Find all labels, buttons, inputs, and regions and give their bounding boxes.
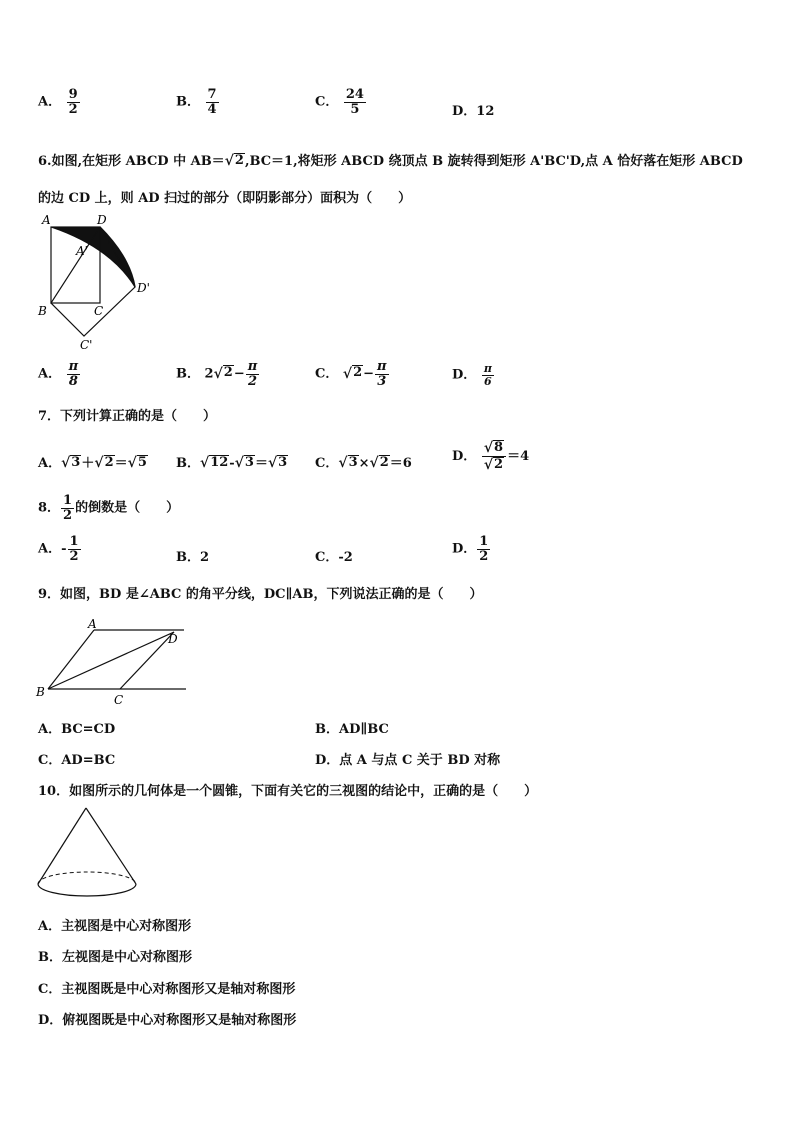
label-C: C <box>114 693 124 707</box>
q7-option-b: B． √ 12 - √ 3 ＝ √ 3 <box>176 454 288 471</box>
q8-option-c: C．-2 <box>315 550 353 565</box>
q9-option-b: B．AD∥BC <box>315 722 389 737</box>
label-A: A <box>42 213 51 227</box>
q9-option-a: A．BC=CD <box>38 722 116 737</box>
q7-stem: 7．下列计算正确的是（ ） <box>38 409 217 424</box>
q5-option-a: A． $\frac{9}{2}$ <box>38 87 78 117</box>
q6-figure-rotated-rectangle <box>34 212 164 354</box>
label-A-prime: A' <box>76 244 88 258</box>
q9-figure-parallel-lines <box>34 612 190 708</box>
q5-c-fraction: $\frac{24}{5}$ <box>345 87 364 117</box>
q9-stem: 9．如图，BD 是∠ABC 的角平分线，DC∥AB，下列说法正确的是（ ） <box>38 587 483 602</box>
q10-cone-base-back <box>38 872 136 884</box>
q9-option-c: C．AD=BC <box>38 753 116 768</box>
q7-option-a: A． √ 3 ＋ √ 2 ＝ √ 5 <box>38 454 147 471</box>
label-C: C <box>94 304 104 318</box>
q5-option-d: D．12 <box>452 104 495 119</box>
q5-option-c: C． $\frac{24}{5}$ <box>315 87 364 117</box>
q6-option-a: A． $\frac{\pi}{8}$ <box>38 359 79 389</box>
label-D-prime: D' <box>137 281 150 295</box>
q6-shaded-region <box>51 227 135 287</box>
q8-option-a: A．- $\frac{1}{2}$ <box>38 534 79 564</box>
q9-line-dc <box>120 632 174 689</box>
label-D: D <box>168 632 178 646</box>
q10-option-b: B．左视图是中心对称图形 <box>38 950 192 965</box>
label-B: B <box>36 685 45 699</box>
q5-a-fraction: $\frac{9}{2}$ <box>68 87 78 117</box>
q10-option-a: A．主视图是中心对称图形 <box>38 919 192 934</box>
q10-option-d: D．俯视图既是中心对称图形又是轴对称图形 <box>38 1013 297 1028</box>
q6-stem-line1: 6.如图,在矩形 ABCD 中 AB＝ √ 2 ,BC＝1,将矩形 ABCD 绕顶点 B 旋转得到矩形 A'BC'D,点 A 恰好落在矩形 ABCD <box>38 152 743 169</box>
q10-option-c: C．主视图既是中心对称图形又是轴对称图形 <box>38 982 296 997</box>
q10-figure-cone <box>34 804 142 906</box>
label-C-prime: C' <box>80 338 93 352</box>
q9-line-ab <box>48 630 94 689</box>
label-D: D <box>97 213 107 227</box>
q10-stem: 10．如图所示的几何体是一个圆锥，下面有关它的三视图的结论中，正确的是（ ） <box>38 784 538 799</box>
label-B: B <box>38 304 47 318</box>
q9-line-bd <box>48 632 174 689</box>
q5-option-b: B． $\frac{7}{4}$ <box>176 87 217 117</box>
q8-stem: 8． $\frac{1}{2}$ 的倒数是（ ） <box>38 493 180 523</box>
label-A: A <box>88 617 97 631</box>
q9-option-d: D．点 A 与点 C 关于 BD 对称 <box>315 753 501 768</box>
q6-option-d: D． $\frac{\pi}{6}$ <box>452 362 492 388</box>
q8-option-b: B．2 <box>176 550 210 565</box>
q7-option-d: D． √ 8 √ 2 ＝4 <box>452 440 530 474</box>
q5-b-fraction: $\frac{7}{4}$ <box>207 87 217 117</box>
q6-option-c: C． √ 2 − $\frac{\pi}{3}$ <box>315 359 387 389</box>
q7-option-c: C． √ 3 × √ 2 ＝6 <box>315 454 412 471</box>
sqrt-symbol: √ 2 <box>224 152 244 169</box>
q6-stem-line2: 的边 CD 上，则 AD 扫过的部分（即阴影部分）面积为（ ） <box>38 191 412 206</box>
q8-option-d: D． $\frac{1}{2}$ <box>452 534 489 564</box>
q6-option-b: B． 2 √ 2 − $\frac{\pi}{2}$ <box>176 359 258 389</box>
q10-cone-base-front <box>38 884 136 896</box>
